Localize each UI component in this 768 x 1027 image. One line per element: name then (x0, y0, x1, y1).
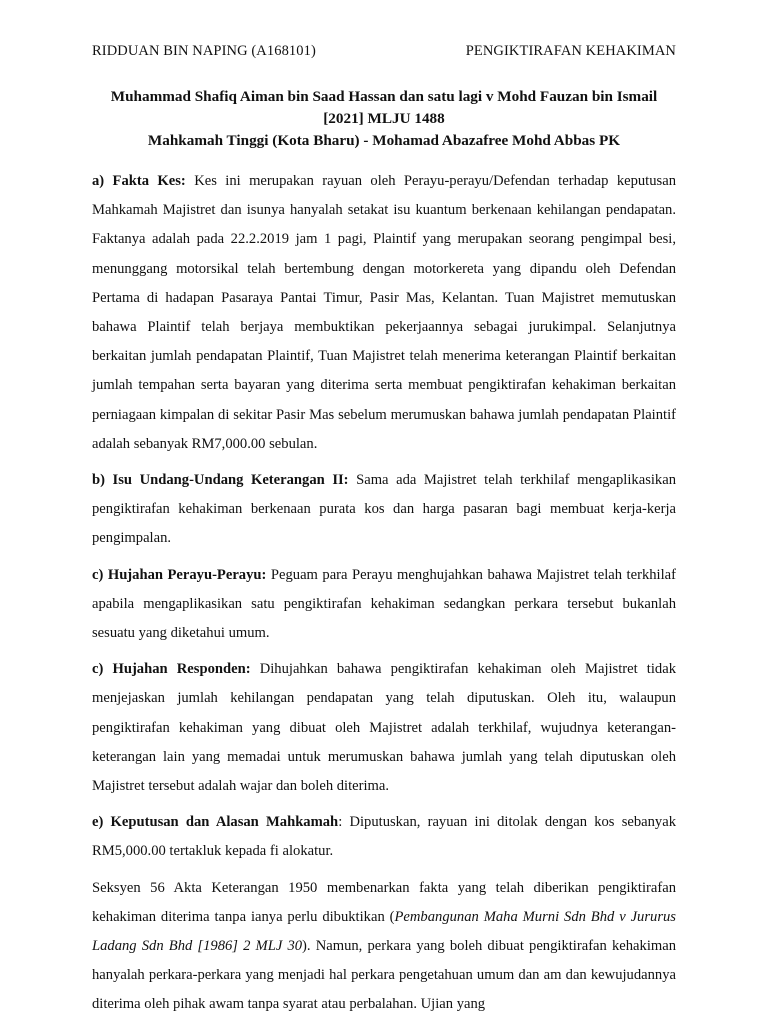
issue-paragraph (92, 466, 676, 554)
case-court: Mahkamah Tinggi (Kota Bharu) - Mohamad Abazafree Mohd Abbas PK (147, 132, 621, 149)
decision-paragraph (92, 808, 676, 866)
decision-heading: e) Keputusan dan Alasan Mahkamah (92, 814, 339, 831)
header-topic: PENGIKTIRAFAN KEHAKIMAN (465, 43, 676, 59)
analysis-text-before: Seksyen 56 Akta Keterangan 1950 membenarkan fakta yang telah diberikan pengiktirafan kehakiman diterima tanpa ianya perlu dibuktikan ( (92, 879, 676, 925)
analysis-paragraph (92, 874, 676, 1020)
appellants-text: Peguam para Perayu menghujahkan bahawa Majistret telah terkhilaf apabila mengaplikasikan satu pengiktirafan kehakiman sedangkan perkara tersebut bukanlah sesuatu yang diketahui umum. (92, 566, 676, 642)
respondent-paragraph (92, 655, 676, 801)
appellants-paragraph (92, 561, 676, 649)
header-author: RIDDUAN BIN NAPING (A168101) (92, 43, 316, 59)
case-citation: [2021] MLJU 1488 (323, 110, 445, 127)
case-title-block (92, 86, 676, 152)
appellants-heading: c) Hujahan Perayu-Perayu: (92, 566, 267, 583)
facts-text: Kes ini merupakan rayuan oleh Perayu-perayu/Defendan terhadap keputusan Mahkamah Majistret dan isunya hanyalah setakat isu kuantum berkenaan kehilangan pendapatan. Faktanya adalah pada 22.2.2019 jam 1 pagi, Plaintif yang merupakan seorang pengimpal besi, menunggang motorsikal telah bertembung dengan motorkereta yang dipandu oleh Defendan Pertama di hadapan Pasaraya Pantai Timur, Pasir Mas, Kelantan. Tuan Majistret memutuskan bahawa Plaintif telah berjaya membuktikan pekerjaannya sebagai jurukimpal. Selanjutnya berkaitan jumlah pendapatan Plaintif, Tuan Majistret telah menerima keterangan Plaintif berkaitan jumlah tempahan serta bayaran yang diterima serta membuat pengiktirafan kehakiman berkaitan perniagaan kimpalan di sekitar Pasir Mas sebelum merumuskan bahawa jumlah pendapatan Plaintif adalah sebanyak RM7,000.00 sebulan. (92, 173, 676, 452)
analysis-text-after: ). Namun, perkara yang boleh dibuat pengiktirafan kehakiman hanyalah perkara-perkara yang menjadi hal perkara pengetahuan umum dan am dan kewujudannya diterima oleh pihak awam tanpa syarat atau perbalahan. Ujian yang (92, 938, 677, 1013)
case-parties: Muhammad Shafiq Aiman bin Saad Hassan dan satu lagi v Mohd Fauzan bin Ismail (110, 88, 658, 105)
facts-paragraph (92, 167, 676, 459)
respondent-heading: c) Hujahan Responden: (92, 661, 251, 678)
issue-text: Sama ada Majistret telah terkhilaf mengaplikasikan pengiktirafan kehakiman berkenaan purata kos dan harga pasaran bagi membuat kerja-kerja pengimpalan. (92, 472, 677, 547)
facts-heading: a) Fakta Kes: (92, 173, 186, 189)
analysis-case-reference: Pembangunan Maha Murni Sdn Bhd v Jururus Ladang Sdn Bhd [1986] 2 MLJ 30 (92, 908, 676, 955)
decision-text: : Diputuskan, rayuan ini ditolak dengan kos sebanyak RM5,000.00 tertakluk kepada fi alokatur. (92, 814, 676, 860)
respondent-text: Dihujahkan bahawa pengiktirafan kehakiman oleh Majistret tidak menjejaskan jumlah kehilangan pendapatan yang telah diputuskan. Oleh itu, walaupun pengiktirafan kehakiman yang dibuat oleh Majistret adalah terkhilaf, wujudnya keterangan-keterangan lain yang memadai untuk merumuskan bahawa jumlah yang telah diputuskan oleh Majistret tersebut adalah wajar dan boleh diterima. (92, 661, 676, 795)
issue-heading: b) Isu Undang-Undang Keterangan II: (92, 472, 349, 489)
document-body (92, 167, 676, 1027)
